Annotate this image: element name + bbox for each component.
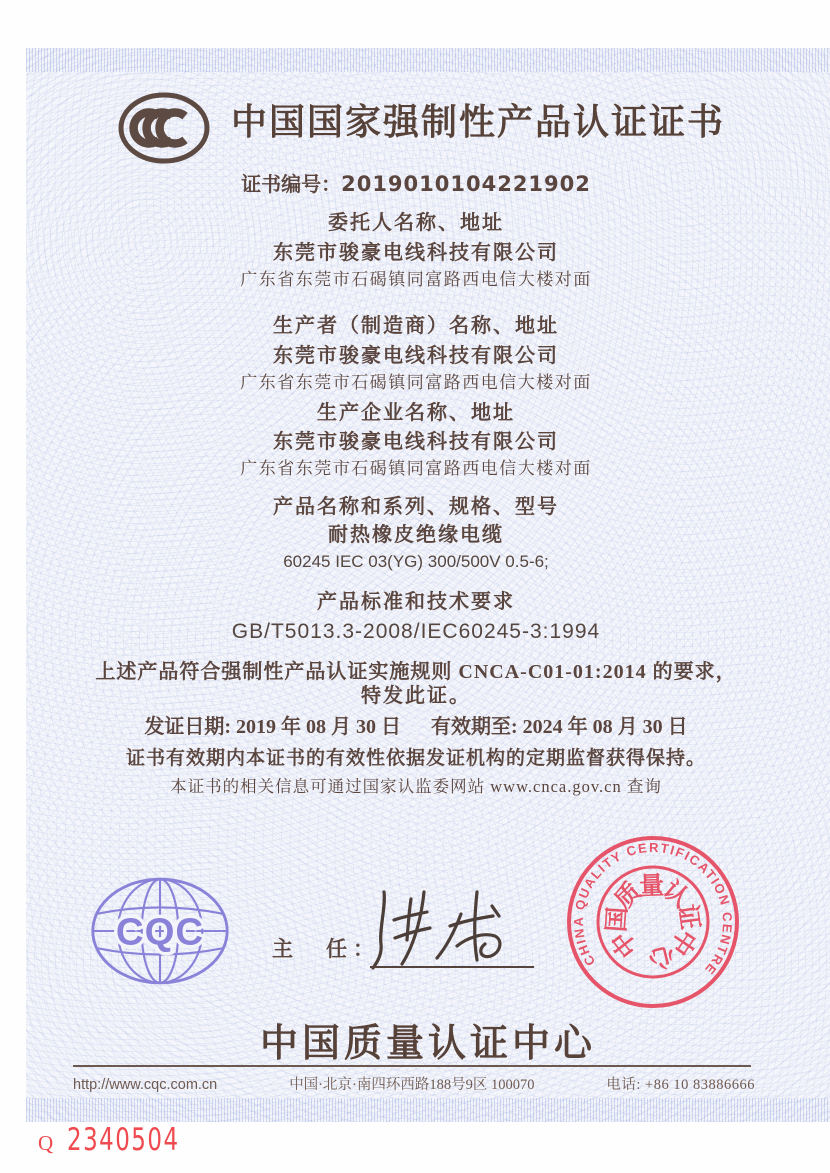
svg-text:中: 中 bbox=[664, 923, 701, 960]
stamp-chinese-text bbox=[602, 872, 704, 974]
certificate-number-line bbox=[26, 172, 806, 197]
certificate-body bbox=[26, 48, 806, 797]
validity-note: 证书有效期内本证书的有效性依据发证机构的定期监督获得保持。 bbox=[125, 748, 706, 769]
svg-text:认: 认 bbox=[657, 876, 695, 914]
product-heading: 产品名称和系列、规格、型号 bbox=[273, 496, 559, 518]
statement-line2: 特发此证。 bbox=[361, 685, 471, 707]
cqc-red-stamp-icon bbox=[565, 834, 741, 1010]
certificate-title: 中国国家强制性产品认证证书 bbox=[230, 101, 725, 142]
info-note: 本证书的相关信息可通过国家认监委网站 www.cnca.gov.cn 查询 bbox=[170, 777, 662, 796]
valid-until: 有效期至: 2024 年 08 月 30 日 bbox=[431, 716, 688, 738]
cert-no-label: 证书编号： bbox=[241, 174, 342, 196]
stamp-english-text: CHINA QUALITY CERTIFICATION CENTRE bbox=[570, 839, 736, 979]
cert-no-value: 2019010104221902 bbox=[341, 172, 591, 196]
factory-address: 广东省东莞市石碣镇同富路西电信大楼对面 bbox=[240, 459, 592, 478]
dates-row bbox=[26, 715, 806, 739]
standard-heading: 产品标准和技术要求 bbox=[317, 591, 515, 613]
factory-name: 东莞市骏豪电线科技有限公司 bbox=[273, 431, 559, 453]
applicant-address: 广东省东莞市石碣镇同富路西电信大楼对面 bbox=[240, 270, 592, 289]
standard-value: GB/T5013.3-2008/IEC60245-3:1994 bbox=[231, 620, 601, 643]
svg-text:心: 心 bbox=[646, 940, 677, 973]
product-spec: 60245 IEC 03(YG) 300/500V 0.5-6; bbox=[283, 552, 549, 571]
footer-address: 中国·北京·南四环西路188号9区 100070 bbox=[289, 1077, 535, 1093]
guilloche-band-bottom bbox=[26, 1098, 830, 1122]
factory-heading: 生产企业名称、地址 bbox=[317, 402, 515, 424]
director-signature bbox=[364, 886, 522, 972]
cqc-logo-icon bbox=[88, 875, 232, 987]
certificate-paper bbox=[26, 48, 830, 1122]
manufacturer-name: 东莞市骏豪电线科技有限公司 bbox=[273, 345, 559, 367]
serial-number bbox=[38, 1122, 219, 1158]
footer-divider bbox=[73, 1065, 751, 1067]
issue-date: 发证日期: 2019 年 08 月 30 日 bbox=[144, 716, 401, 738]
svg-text:量: 量 bbox=[638, 872, 665, 901]
footer bbox=[73, 1073, 755, 1094]
product-name: 耐热橡皮绝缘电缆 bbox=[328, 524, 504, 546]
svg-text:质: 质 bbox=[609, 878, 647, 915]
serial-prefix: Q bbox=[38, 1131, 54, 1155]
svg-text:国: 国 bbox=[603, 906, 632, 933]
cqc-logo-text: CQC bbox=[115, 910, 205, 954]
director-label: 主 任： bbox=[272, 937, 380, 961]
applicant-heading: 委托人名称、地址 bbox=[328, 212, 504, 234]
svg-text:中: 中 bbox=[606, 925, 644, 963]
applicant-name: 东莞市骏豪电线科技有限公司 bbox=[273, 242, 559, 264]
manufacturer-heading: 生产者（制造商）名称、地址 bbox=[273, 315, 559, 337]
footer-url: http://www.cqc.com.cn bbox=[73, 1077, 218, 1093]
signature-underline bbox=[370, 966, 534, 968]
svg-text:证: 证 bbox=[673, 902, 704, 932]
statement-line1: 上述产品符合强制性产品认证实施规则 CNCA-C01-01:2014 的要求， bbox=[95, 661, 737, 683]
footer-phone: 电话: +86 10 83886666 bbox=[606, 1077, 755, 1093]
serial-digits: 2340504 bbox=[67, 1122, 180, 1158]
org-name: 中国质量认证中心 bbox=[259, 1023, 596, 1065]
manufacturer-address: 广东省东莞市石碣镇同富路西电信大楼对面 bbox=[240, 373, 592, 392]
